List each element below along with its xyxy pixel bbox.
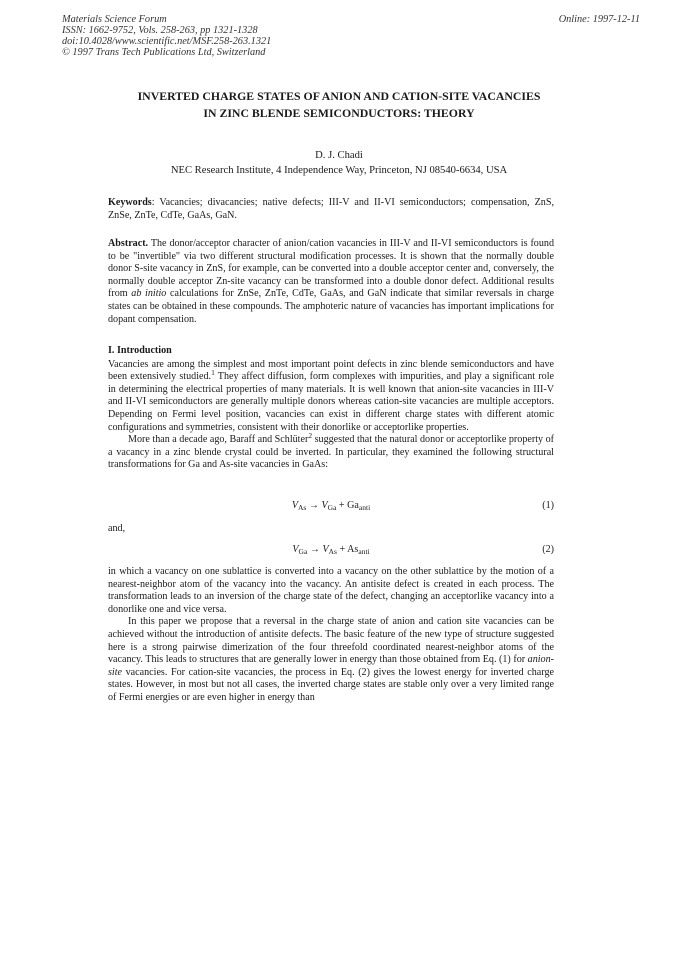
online-date: Online: 1997-12-11	[558, 14, 640, 25]
eq1-sub2: Ga	[327, 503, 337, 512]
eq1-sub3: anti	[358, 503, 371, 512]
abstract-italic: ab initio	[131, 288, 167, 300]
publication-info	[62, 14, 271, 58]
author: D. J. Chadi	[315, 150, 363, 161]
paper-title	[0, 88, 678, 122]
eq2-sub3: anti	[358, 547, 370, 556]
affiliation: NEC Research Institute, 4 Independence Way, Princeton, NJ 08540-6634, USA	[170, 165, 508, 176]
issn-line: ISSN: 1662-9752, Vols. 258-263, pp 1321-1328	[62, 25, 258, 36]
equation-number-2: (2)	[542, 544, 554, 555]
eq1-v2: V	[321, 500, 328, 511]
copyright-line: © 1997 Trans Tech Publications Ltd, Switzerland	[62, 47, 266, 58]
keywords-text: : Vacancies; divacancies; native defects; III-V and II-VI semiconductors; compensation, ZnS, ZnSe, ZnTe, CdTe, GaAs, GaN.	[108, 197, 554, 221]
arrow-icon: →	[307, 544, 323, 555]
eq2-v2: V	[322, 544, 329, 555]
and-text: and,	[108, 523, 126, 534]
paragraph-4	[108, 616, 554, 704]
eq1-v1: V	[291, 500, 298, 511]
eq1-sub1: As	[298, 503, 307, 512]
keywords-label: Keywords	[108, 197, 152, 208]
eq2-sub1: Ga	[298, 547, 308, 556]
paragraph-1-text-b: They affect diffusion, form complexes with impurities, and play a significant role in determining the electrical properties of many materials. It is well known that anion-site vacancies in III-V and II-VI semiconductors are generally multiple donors whereas cation-site vacancies are multiple acceptors. Depending on Fermi level position, vacancies can exist in different charge states with different atomic configurations and symmetries, consistent with their donorlike or acceptorlike properties.	[108, 371, 554, 433]
equation-1	[108, 500, 554, 514]
introduction-section	[108, 345, 554, 472]
equation-2	[108, 544, 554, 558]
eq2-sub2: As	[328, 547, 337, 556]
eq2-v1: V	[292, 544, 299, 555]
citation-1: 1	[211, 368, 215, 378]
body-continued	[108, 566, 554, 705]
paragraph-1	[108, 359, 554, 435]
citation-2: 2	[308, 431, 313, 441]
paragraph-3: in which a vacancy on one sublattice is converted into a vacancy on the other sublattice by the motion of a nearest-neighbor atom of the vacancy into the vacancy. An antisite defect is created in each process. The transformation leads to an inversion of the charge state of the defect, changing an acceptorlike vacancy into a donorlike one and vice versa.	[108, 566, 554, 615]
abstract-text-1: The donor/acceptor character of anion/cation vacancies in III-V and II-VI semiconductors is found to be "invertible" via two different structural modification processes. It is shown that the normally double donor S-site vacancy in ZnS, for example, can be converted into a double acceptor center and, conversely, the normally double acceptor Zn-site vacancy can be transformed into a double donor defect. Additional results from	[108, 238, 554, 300]
abstract	[108, 238, 554, 326]
paragraph-2-text-a: More than a decade ago, Baraff and Schlüter	[128, 434, 309, 446]
abstract-label: Abstract.	[108, 238, 149, 249]
eq1-antisite: + Ga	[336, 500, 359, 511]
keywords	[108, 197, 554, 222]
paragraph-4-text-b: vacancies. For cation-site vacancies, the process in Eq. (2) gives the lowest energy for inverted charge states. However, in most but not all cases, the inverted charge states are stable only over a very limited range of Fermi energies or are even higher in energy than	[108, 666, 554, 703]
paragraph-1-text-a: Vacancies are among the simplest and most important point defects in zinc blende semiconductors and have been extensively studied.	[108, 358, 554, 383]
abstract-text-2: calculations for ZnSe, ZnTe, CdTe, GaAs, and GaN indicate that similar reversals in charge states can be obtained in these compounds. The amphoteric nature of vacancies has important implications for dopant compensation.	[108, 288, 554, 325]
journal-name: Materials Science Forum	[62, 14, 167, 25]
equation-number-1: (1)	[542, 500, 554, 511]
arrow-icon: →	[306, 500, 322, 511]
doi-link[interactable]: doi:10.4028/www.scientific.net/MSF.258-263.1321	[62, 36, 272, 47]
paragraph-2	[108, 431, 554, 472]
paragraph-4-text-a: In this paper we propose that a reversal in the charge state of anion and cation site vacancies can be achieved without the introduction of antisite defects. The basic feature of the new type of structure suggested here is a strong pairwise dimerization of the four threefold coordinated nearest-neighbor atoms of the vacancy. This leads to structures that are generally lower in energy than those obtained from Eq. (1) for	[108, 616, 554, 666]
paragraph-4-italic: anion-site	[108, 654, 554, 678]
paragraph-2-text-b: suggested that the natural donor or acceptorlike property of a vacancy in a zinc blende crystal could be inverted. In particular, they examined the following structural transformations for Ga and As-site vacancies in GaAs:	[108, 434, 554, 471]
title-line-1: INVERTED CHARGE STATES OF ANION AND CATION-SITE VACANCIES	[137, 89, 541, 103]
eq2-antisite: + As	[336, 544, 359, 555]
title-line-2: IN ZINC BLENDE SEMICONDUCTORS: THEORY	[203, 106, 475, 120]
section-heading: I. Introduction	[108, 345, 172, 356]
